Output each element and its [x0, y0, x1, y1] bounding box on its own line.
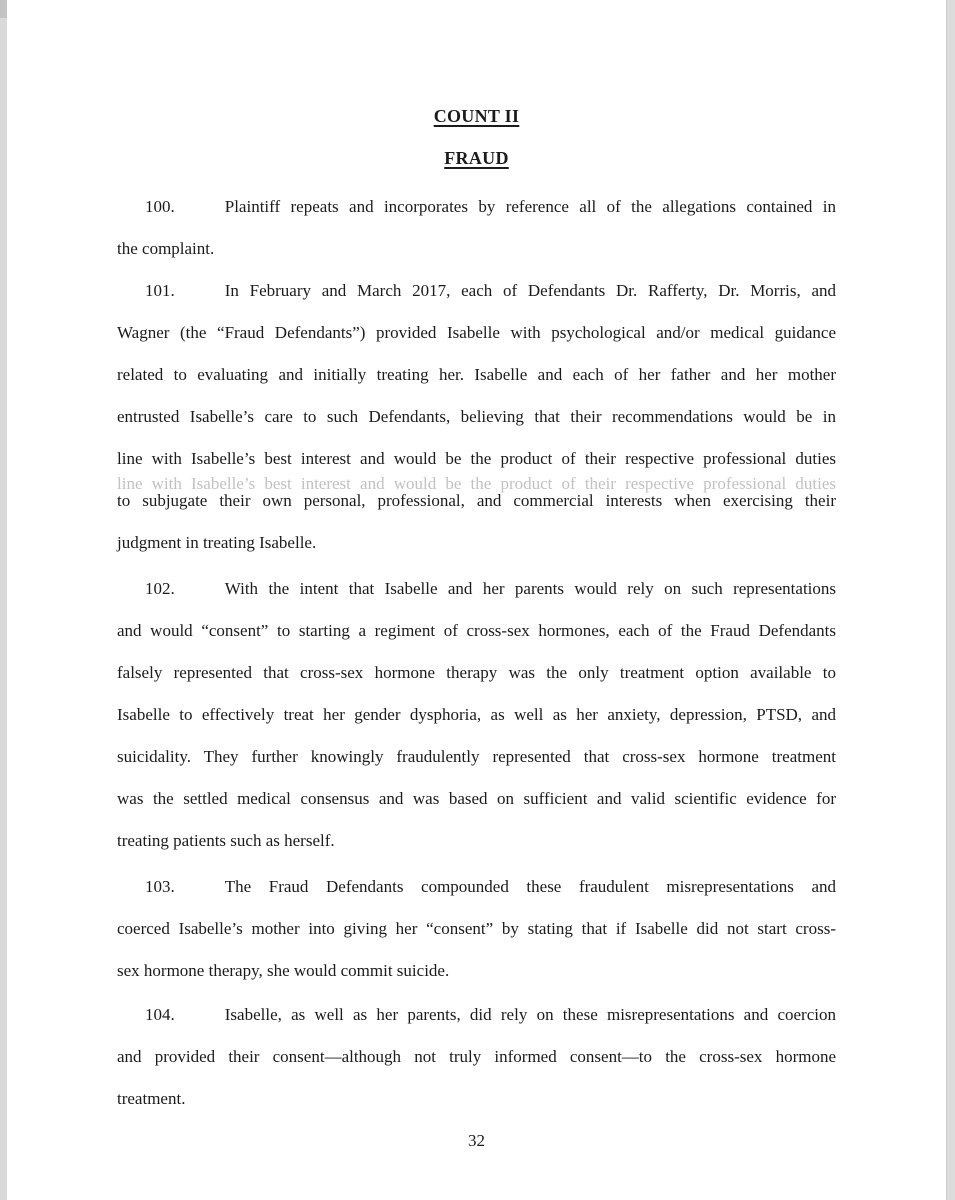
fraud-heading	[117, 137, 836, 179]
paragraph-line: Isabelle to effectively treat her gender dysphoria, as well as her anxiety, depression, PTSD, and	[117, 705, 836, 724]
paragraph	[117, 270, 836, 564]
paragraph-line: 104. Isabelle, as well as her parents, did rely on these misrepresentations and coercion	[117, 994, 836, 1036]
count-heading-text: COUNT II	[433, 106, 520, 126]
count-heading	[117, 95, 836, 137]
paragraph-line: 102. With the intent that Isabelle and her parents would rely on such representations	[117, 568, 836, 610]
page-number: 32	[468, 1131, 485, 1150]
document-page	[7, 0, 946, 1200]
paragraph-line: to subjugate their own personal, professional, and commercial interests when exercising their	[117, 491, 836, 510]
paragraph-line: 103. The Fraud Defendants compounded these fraudulent misrepresentations and	[117, 866, 836, 908]
paragraph-line: line with Isabelle’s best interest and would be the product of their respective professional duties	[117, 449, 836, 468]
paragraph-line: treatment.	[117, 1089, 186, 1108]
paragraph-number: 104.	[145, 1005, 175, 1024]
paragraph-number: 102.	[145, 579, 175, 598]
paragraph-line: and provided their consent—although not truly informed consent—to the cross-sex hormone	[117, 1047, 836, 1066]
paragraph-line: 100. Plaintiff repeats and incorporates by reference all of the allegations contained in	[117, 186, 836, 228]
paragraph-line: the complaint.	[117, 239, 215, 258]
fraud-heading-text: FRAUD	[444, 148, 509, 168]
paragraph-line: falsely represented that cross-sex hormone therapy was the only treatment option available to	[117, 663, 836, 682]
paragraph	[117, 186, 836, 270]
paragraph-line: treating patients such as herself.	[117, 831, 335, 850]
paragraph-line: entrusted Isabelle’s care to such Defendants, believing that their recommendations would be in	[117, 407, 836, 426]
paragraph	[117, 994, 836, 1120]
paragraph	[117, 568, 836, 862]
paragraphs	[117, 186, 836, 1120]
paragraph-line: and would “consent” to starting a regiment of cross-sex hormones, each of the Fraud Defendants	[117, 621, 836, 640]
paragraph-line: sex hormone therapy, she would commit suicide.	[117, 961, 450, 980]
paragraph-line: Wagner (the “Fraud Defendants”) provided Isabelle with psychological and/or medical guidance	[117, 323, 836, 342]
paragraph	[117, 866, 836, 992]
screen-edge-strip-right	[946, 0, 955, 1200]
screen-edge-strip-left	[0, 0, 7, 1200]
stitch-seam-artifact: line with Isabelle’s best interest and would be the product of their respective professional duties	[117, 474, 836, 493]
paragraph-line: was the settled medical consensus and was based on sufficient and valid scientific evidence for	[117, 789, 836, 808]
paragraph-line: coerced Isabelle’s mother into giving her “consent” by stating that if Isabelle did not start cross-	[117, 919, 836, 938]
paragraph-line: 101. In February and March 2017, each of Defendants Dr. Rafferty, Dr. Morris, and	[117, 270, 836, 312]
paragraph-line: suicidality. They further knowingly fraudulently represented that cross-sex hormone treatment	[117, 747, 836, 766]
paragraph-number: 103.	[145, 877, 175, 896]
paragraph-number: 101.	[145, 281, 175, 300]
paragraph-number: 100.	[145, 197, 175, 216]
paragraph-line: judgment in treating Isabelle.	[117, 533, 317, 552]
paragraph-line: related to evaluating and initially treating her. Isabelle and each of her father and her mother	[117, 365, 836, 384]
